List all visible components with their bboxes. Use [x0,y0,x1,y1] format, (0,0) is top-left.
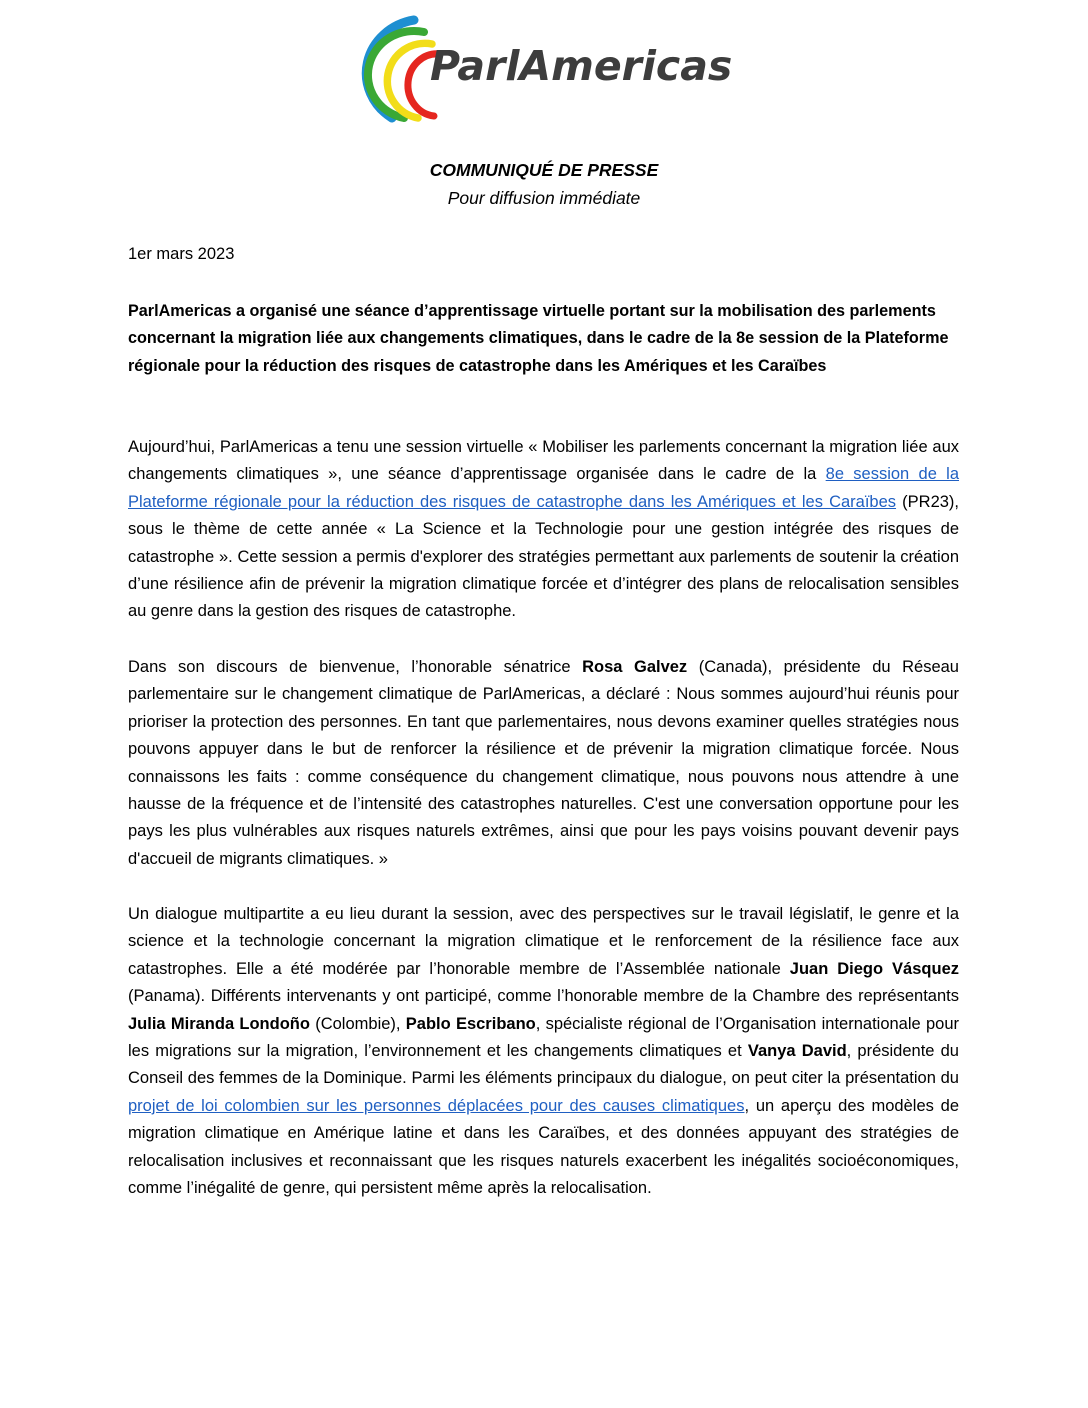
paragraph-text: Un dialogue multipartite a eu lieu durant la session, avec des perspectives sur le travail législatif, le genre et la science et la technologie concernant la migration climatique et le renforcement de la résilience face aux catastrophes. Elle a été modérée par l’honorable membre de l’Assemblée nationale [128,905,959,978]
paragraph-text: (Colombie), [309,1014,406,1033]
press-release-title: ParlAmericas a organisé une séance d’apprentissage virtuelle portant sur la mobilisation des parlements concernant la migration liée aux changements climatiques, dans le cadre de la 8e session de la Plateforme régionale pour la réduction des risques de catastrophe dans les Amériques et les Caraïbes [128,302,949,375]
speaker-name: Vanya David [747,1042,847,1061]
speaker-name: Julia Miranda Londoño [128,1014,310,1033]
paragraph-text: (PR23), sous le thème de cette année « La Science et la Technologie pour une gestion intégrée des risques de catastrophe ». Cette session a permis d'explorer des stratégies permettant aux parlements de soutenir la création d’une résilience afin de prévenir la migration climatique forcée et d’intégrer des plans de relocalisation sensibles au genre dans la gestion des risques de catastrophe. [128,492,959,621]
paragraph-dialogue [128,901,959,1202]
release-distribution: Pour diffusion immédiate [447,188,641,208]
paragraph-text: , spécialiste régional de l’Organisation internationale pour les migrations sur la migration, l’environnement et les changements climatiques et [128,1014,959,1061]
release-type: COMMUNIQUÉ DE PRESSE [429,160,659,180]
colombian-bill-link[interactable]: projet de loi colombien sur les personnes déplacées pour des causes climatiques [128,1096,745,1115]
speaker-name: Rosa Galvez [582,658,688,676]
paragraph-text: Aujourd’hui, ParlAmericas a tenu une session virtuelle « Mobiliser les parlements concernant la migration liée aux changements climatiques », une séance d’apprentissage organisée dans le cadre de la [128,438,959,484]
paragraph-text: (Panama). Différents intervenants y ont participé, comme l’honorable membre de la Chambre des représentants [128,987,959,1006]
paragraph-text: , un aperçu des modèles de migration climatique en Amérique latine et dans les Caraïbes, et des données appuyant des stratégies de relocalisation inclusives et reconnaissant que les risques naturels exacerbent les inégalités socioéconomiques, comme l’inégalité de genre, qui persistent même après la relocalisation. [128,1096,959,1198]
logo-wordmark: ParlAmericas [430,42,733,90]
release-date: 1er mars 2023 [128,245,235,263]
paragraph-text: (Canada), présidente du Réseau parlementaire sur le changement climatique de ParlAmericas, a déclaré : Nous sommes aujourd’hui réunis pour prioriser la protection des personnes. En tant que parlementaires, nous devons examiner quelles stratégies nous pouvons appuyer dans le but de renforcer la résilience et de prévenir la migration climatique forcée. Nous connaissons les faits : comme conséquence du changement climatique, nous pouvons nous attendre à une hausse de la fréquence et de l’intensité des catastrophes naturelles. C'est une conversation opportune pour les pays les plus vulnérables aux risques naturels extrêmes, ainsi que pour les pays voisins pouvant devenir pays d'accueil de migrants climatiques. » [128,658,959,868]
speaker-name: Juan Diego Vásquez [789,959,959,978]
speaker-name: Pablo Escribano [405,1014,536,1033]
paragraph-welcome-speech [128,654,959,873]
parlamericas-logo [352,14,742,126]
paragraph-text: Dans son discours de bienvenue, l’honorable sénatrice [128,658,583,676]
pr23-session-link[interactable]: 8e session de la Plateforme régionale pour la réduction des risques de catastrophe dans les Amériques et les Caraïbes [128,465,960,511]
paragraph-text: , présidente du Conseil des femmes de la Dominique. Parmi les éléments principaux du dialogue, on peut citer la présentation du [128,1042,959,1088]
paragraph-intro [128,434,959,626]
